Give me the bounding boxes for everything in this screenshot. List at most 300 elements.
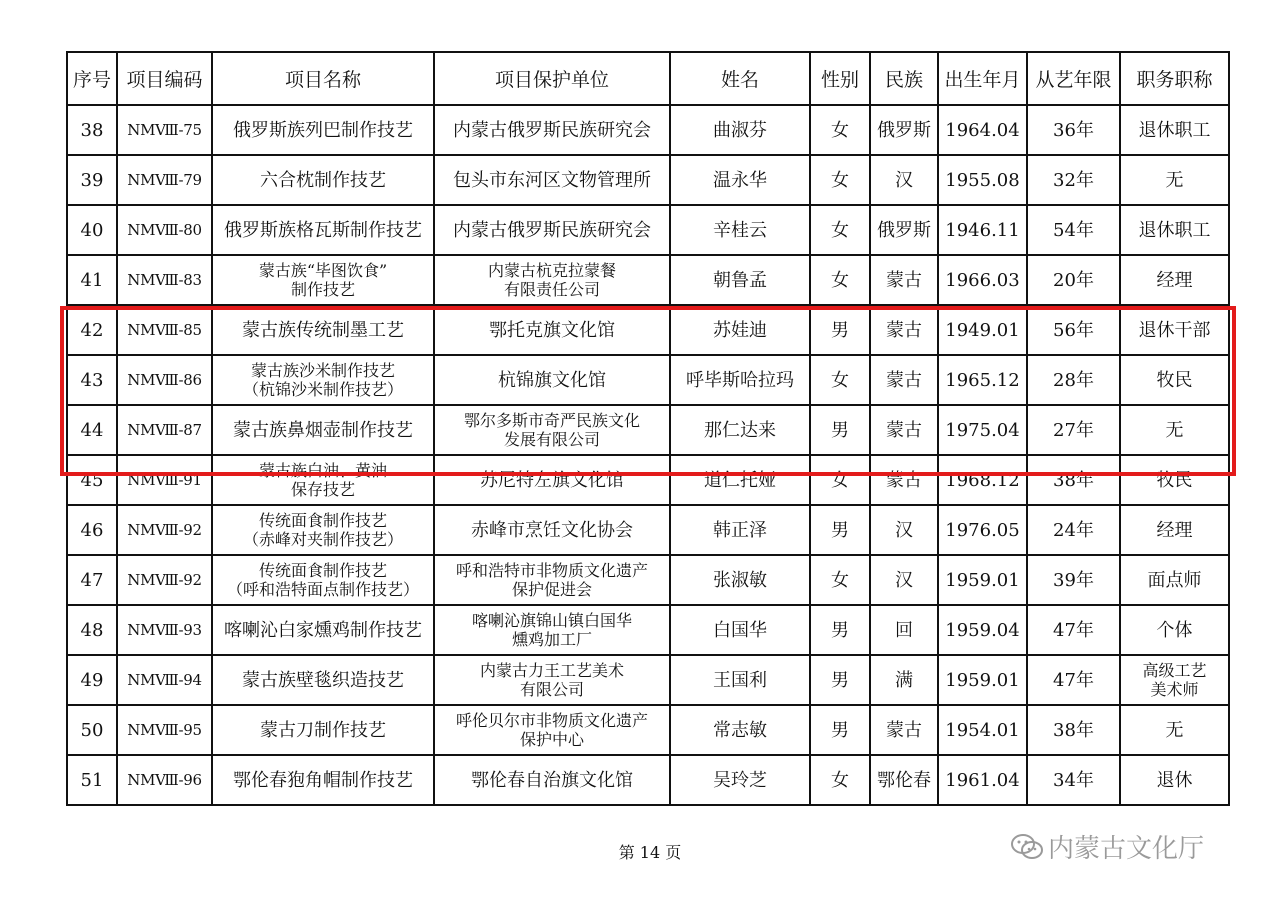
table-cell	[67, 155, 117, 205]
header-cell: 项目编码	[117, 52, 212, 105]
table-cell	[670, 655, 810, 705]
cell-line: 经理	[1156, 269, 1193, 291]
cell-line: 38年	[1053, 719, 1094, 741]
cell-line: 回	[895, 619, 913, 641]
table-cell	[117, 455, 212, 505]
watermark	[1010, 828, 1204, 865]
cell-line: 男	[831, 669, 849, 691]
table-cell	[212, 255, 434, 305]
table-cell	[870, 205, 938, 255]
cell-line: 38	[80, 119, 104, 141]
cell-line: 牧民	[1156, 469, 1193, 491]
table-cell	[1120, 105, 1229, 155]
cell-line: 男	[831, 619, 849, 641]
cell-line: 1976.05	[945, 519, 1020, 541]
table-cell	[870, 155, 938, 205]
table-cell	[212, 305, 434, 355]
table-cell	[670, 305, 810, 355]
table-cell	[1027, 155, 1120, 205]
cell-line: 赤峰市烹饪文化协会	[471, 519, 633, 541]
table-cell	[1027, 105, 1120, 155]
cell-line: 呼和浩特市非物质文化遗产	[455, 561, 648, 580]
table-cell	[67, 255, 117, 305]
table-row	[67, 455, 1229, 505]
table-cell	[810, 655, 870, 705]
table-row	[67, 105, 1229, 155]
table-cell	[870, 355, 938, 405]
table-cell	[434, 355, 670, 405]
cell-line: 保护中心	[519, 730, 584, 749]
cell-line: 1946.11	[945, 219, 1020, 241]
table-cell	[870, 505, 938, 555]
cell-line: 退休职工	[1138, 119, 1211, 141]
cell-line: 无	[1165, 419, 1184, 441]
table-row	[67, 205, 1229, 255]
table-cell	[938, 305, 1027, 355]
table-cell	[810, 505, 870, 555]
table-cell	[117, 405, 212, 455]
table-cell	[67, 305, 117, 355]
table-cell	[212, 105, 434, 155]
cell-line: 男	[831, 519, 849, 541]
cell-line: 女	[831, 269, 849, 291]
cell-line: NMⅧ-87	[127, 420, 202, 439]
cell-line: 汉	[895, 519, 913, 541]
table-cell	[117, 705, 212, 755]
table-cell	[67, 605, 117, 655]
cell-line: 道仁托娅	[704, 469, 776, 491]
cell-line: 1964.04	[945, 119, 1020, 141]
cell-line: 面点师	[1147, 569, 1202, 591]
table-cell	[810, 355, 870, 405]
table-cell	[67, 555, 117, 605]
cell-line: 1961.04	[945, 769, 1020, 791]
cell-line: 1975.04	[945, 419, 1020, 441]
table-cell	[67, 355, 117, 405]
table-cell	[212, 655, 434, 705]
table-cell	[1027, 605, 1120, 655]
cell-line: 41	[80, 269, 104, 291]
table-cell	[1120, 455, 1229, 505]
cell-line: 28年	[1053, 369, 1094, 391]
cell-line: （赤峰对夹制作技艺）	[242, 530, 403, 549]
cell-line: 保护促进会	[511, 580, 592, 599]
cell-line: 鄂伦春狍角帽制作技艺	[233, 769, 413, 791]
cell-line: 44	[80, 419, 104, 441]
table-cell	[1120, 605, 1229, 655]
cell-line: 呼毕斯哈拉玛	[686, 369, 794, 391]
table-cell	[117, 205, 212, 255]
cell-line: 1954.01	[945, 719, 1020, 741]
table-cell	[117, 355, 212, 405]
table-cell	[938, 455, 1027, 505]
cell-line: 王国利	[713, 669, 767, 691]
table-cell	[1120, 255, 1229, 305]
table-cell	[1120, 155, 1229, 205]
cell-line: 42	[80, 319, 104, 341]
table-cell	[670, 605, 810, 655]
cell-line: 鄂伦春	[877, 769, 931, 791]
table-cell	[938, 105, 1027, 155]
cell-line: NMⅧ-94	[127, 670, 202, 689]
table-row	[67, 355, 1229, 405]
table-cell	[938, 205, 1027, 255]
cell-line: 喀喇沁旗锦山镇白国华	[471, 611, 632, 630]
table-cell	[434, 155, 670, 205]
table-cell	[670, 405, 810, 455]
cell-line: 内蒙古俄罗斯民族研究会	[453, 119, 651, 141]
table-row	[67, 505, 1229, 555]
cell-line: 蒙古	[886, 319, 922, 341]
table-cell	[434, 555, 670, 605]
cell-line: 俄罗斯族列巴制作技艺	[233, 119, 413, 141]
cell-line: 苏尼特左旗文化馆	[480, 469, 624, 491]
cell-line: 蒙古	[886, 469, 922, 491]
table-cell	[670, 105, 810, 155]
table-cell	[1120, 555, 1229, 605]
cell-line: 1966.03	[945, 269, 1020, 291]
cell-line: 俄罗斯族格瓦斯制作技艺	[224, 219, 422, 241]
cell-line: 温永华	[713, 169, 767, 191]
cell-line: NMⅧ-80	[127, 220, 202, 239]
cell-line: NMⅧ-86	[127, 370, 202, 389]
cell-line: NMⅧ-96	[127, 770, 202, 789]
table-cell	[434, 655, 670, 705]
cell-line: 1955.08	[945, 169, 1020, 191]
table-cell	[810, 455, 870, 505]
table-cell	[810, 105, 870, 155]
cell-line: 38年	[1053, 469, 1094, 491]
header-cell: 序号	[67, 52, 117, 105]
table-cell	[434, 405, 670, 455]
table-cell	[1027, 705, 1120, 755]
table-cell	[117, 255, 212, 305]
table-cell	[1027, 755, 1120, 805]
cell-line: 女	[831, 769, 849, 791]
cell-line: 传统面食制作技艺	[258, 511, 387, 530]
cell-line: 鄂伦春自治旗文化馆	[471, 769, 633, 791]
table-cell	[870, 405, 938, 455]
table-cell	[67, 755, 117, 805]
cell-line: 1959.01	[945, 569, 1020, 591]
cell-line: 退休职工	[1138, 219, 1211, 241]
cell-line: 白国华	[713, 619, 767, 641]
cell-line: 张淑敏	[713, 569, 767, 591]
table-cell	[670, 155, 810, 205]
table-cell	[938, 355, 1027, 405]
cell-line: NMⅧ-91	[127, 470, 202, 489]
table-cell	[938, 655, 1027, 705]
watermark-text: 内蒙古文化厅	[1048, 834, 1205, 864]
table-cell	[212, 455, 434, 505]
table-cell	[1027, 355, 1120, 405]
table-cell	[810, 605, 870, 655]
cell-line: 鄂托克旗文化馆	[489, 319, 615, 341]
cell-line: 辛桂云	[713, 219, 767, 241]
table-cell	[670, 205, 810, 255]
table-cell	[67, 455, 117, 505]
table-cell	[670, 705, 810, 755]
table-cell	[670, 505, 810, 555]
cell-line: 蒙古	[886, 269, 922, 291]
table-cell	[1120, 705, 1229, 755]
cell-line: 20年	[1053, 269, 1094, 291]
cell-line: 传统面食制作技艺	[258, 561, 387, 580]
cell-line: NMⅧ-93	[127, 620, 202, 639]
table-header-row	[67, 52, 1229, 105]
cell-line: 吴玲芝	[713, 769, 767, 791]
table-cell	[434, 305, 670, 355]
cell-line: 43	[80, 369, 104, 391]
table-cell	[1027, 305, 1120, 355]
cell-line: 喀喇沁白家燻鸡制作技艺	[224, 619, 422, 641]
table-cell	[810, 705, 870, 755]
cell-line: 40	[80, 219, 104, 241]
cell-line: 退休	[1156, 769, 1193, 791]
cell-line: 蒙古	[886, 719, 922, 741]
table-cell	[870, 305, 938, 355]
cell-line: 鄂尔多斯市奇严民族文化	[463, 411, 640, 430]
table-cell	[938, 405, 1027, 455]
table-cell	[938, 705, 1027, 755]
table-cell	[870, 605, 938, 655]
table-row	[67, 405, 1229, 455]
cell-line: 发展有限公司	[503, 430, 600, 449]
table-cell	[870, 555, 938, 605]
cell-line: 呼伦贝尔市非物质文化遗产	[455, 711, 648, 730]
table-cell	[1120, 755, 1229, 805]
cell-line: 蒙古族壁毯织造技艺	[242, 669, 404, 691]
table-cell	[117, 605, 212, 655]
cell-line: 燻鸡加工厂	[511, 630, 592, 649]
cell-line: 无	[1165, 169, 1184, 191]
table-cell	[1120, 405, 1229, 455]
table-cell	[1120, 205, 1229, 255]
cell-line: 俄罗斯	[877, 119, 931, 141]
table-cell	[434, 105, 670, 155]
cell-line: 保存技艺	[290, 480, 355, 499]
table-cell	[1027, 555, 1120, 605]
table-cell	[938, 155, 1027, 205]
cell-line: （杭锦沙米制作技艺）	[242, 380, 403, 399]
table-cell	[67, 205, 117, 255]
table-cell	[67, 655, 117, 705]
table-cell	[434, 605, 670, 655]
cell-line: 50	[80, 719, 104, 741]
cell-line: 汉	[895, 169, 913, 191]
table-cell	[67, 705, 117, 755]
cell-line: 27年	[1053, 419, 1094, 441]
table-cell	[870, 105, 938, 155]
cell-line: 46	[80, 519, 104, 541]
cell-line: 制作技艺	[290, 280, 355, 299]
table-cell	[212, 355, 434, 405]
table-cell	[810, 555, 870, 605]
table-row	[67, 255, 1229, 305]
cell-line: NMⅧ-92	[127, 570, 202, 589]
table-cell	[1027, 505, 1120, 555]
cell-line: 苏娃迪	[713, 319, 767, 341]
table-cell	[670, 755, 810, 805]
header-cell: 性别	[810, 52, 870, 105]
table-cell	[212, 755, 434, 805]
cell-line: 蒙古刀制作技艺	[260, 719, 386, 741]
table-row	[67, 305, 1229, 355]
header-cell: 从艺年限	[1027, 52, 1120, 105]
table-cell	[938, 755, 1027, 805]
table-cell	[434, 755, 670, 805]
cell-line: 女	[831, 569, 849, 591]
cell-line: 朝鲁孟	[713, 269, 767, 291]
table-cell	[870, 705, 938, 755]
cell-line: 45	[80, 469, 104, 491]
cell-line: 个体	[1156, 619, 1193, 641]
table-cell	[938, 505, 1027, 555]
header-cell: 职务职称	[1120, 52, 1229, 105]
table-cell	[117, 655, 212, 705]
table-cell	[810, 305, 870, 355]
cell-line: 韩正泽	[713, 519, 767, 541]
inheritor-table	[66, 51, 1230, 806]
cell-line: 56年	[1053, 319, 1094, 341]
cell-line: 蒙古	[886, 419, 922, 441]
cell-line: 俄罗斯	[877, 219, 931, 241]
cell-line: 47年	[1053, 669, 1094, 691]
cell-line: 男	[831, 419, 849, 441]
cell-line: 女	[831, 369, 849, 391]
cell-line: （呼和浩特面点制作技艺）	[226, 580, 419, 599]
wechat-icon	[1010, 833, 1044, 861]
table-cell	[1120, 655, 1229, 705]
table-cell	[870, 455, 938, 505]
cell-line: 蒙古	[886, 369, 922, 391]
table-cell	[434, 255, 670, 305]
table-cell	[67, 405, 117, 455]
cell-line: 内蒙古俄罗斯民族研究会	[453, 219, 651, 241]
cell-line: 退休干部	[1138, 319, 1211, 341]
table-cell	[810, 755, 870, 805]
cell-line: 常志敏	[713, 719, 767, 741]
table-cell	[938, 605, 1027, 655]
cell-line: 包头市东河区文物管理所	[453, 169, 651, 191]
table-cell	[670, 255, 810, 305]
cell-line: 汉	[895, 569, 913, 591]
cell-line: 蒙古族传统制墨工艺	[242, 319, 404, 341]
table-body	[67, 105, 1229, 805]
cell-line: 1965.12	[945, 369, 1020, 391]
table-cell	[1027, 655, 1120, 705]
table-cell	[870, 655, 938, 705]
cell-line: 39	[80, 169, 104, 191]
cell-line: 牧民	[1156, 369, 1193, 391]
cell-line: 美术师	[1150, 680, 1199, 699]
table-cell	[212, 505, 434, 555]
table-cell	[212, 705, 434, 755]
table-cell	[870, 755, 938, 805]
table-cell	[810, 205, 870, 255]
cell-line: 那仁达来	[704, 419, 776, 441]
table-row	[67, 605, 1229, 655]
table-cell	[670, 355, 810, 405]
cell-line: 男	[831, 719, 849, 741]
table-cell	[434, 205, 670, 255]
table-cell	[670, 455, 810, 505]
table-cell	[938, 255, 1027, 305]
cell-line: 47年	[1053, 619, 1094, 641]
cell-line: 1959.04	[945, 619, 1020, 641]
table-cell	[117, 105, 212, 155]
cell-line: 内蒙古杭克拉蒙餐	[487, 261, 616, 280]
cell-line: 有限公司	[519, 680, 584, 699]
table-cell	[117, 755, 212, 805]
table-cell	[117, 155, 212, 205]
cell-line: 1968.12	[945, 469, 1020, 491]
cell-line: 34年	[1053, 769, 1094, 791]
cell-line: NMⅧ-75	[127, 120, 202, 139]
table-row	[67, 155, 1229, 205]
table-cell	[212, 555, 434, 605]
table-cell	[810, 255, 870, 305]
table-row	[67, 705, 1229, 755]
table-cell	[212, 205, 434, 255]
cell-line: 39年	[1053, 569, 1094, 591]
cell-line: 内蒙古力王工艺美术	[479, 661, 624, 680]
header-cell: 项目名称	[212, 52, 434, 105]
cell-line: 女	[831, 169, 849, 191]
table-cell	[117, 555, 212, 605]
cell-line: NMⅧ-85	[127, 320, 202, 339]
cell-line: 曲淑芬	[713, 119, 767, 141]
cell-line: 女	[831, 119, 849, 141]
page-number: 第 14 页	[618, 843, 682, 862]
cell-line: 32年	[1053, 169, 1094, 191]
cell-line: 满	[895, 669, 913, 691]
table-row	[67, 755, 1229, 805]
table-cell	[810, 155, 870, 205]
table-cell	[434, 505, 670, 555]
table-cell	[938, 555, 1027, 605]
cell-line: 男	[831, 319, 849, 341]
table-cell	[1027, 405, 1120, 455]
table-cell	[1120, 505, 1229, 555]
table-row	[67, 555, 1229, 605]
table-cell	[670, 555, 810, 605]
table-row	[67, 655, 1229, 705]
cell-line: 54年	[1053, 219, 1094, 241]
cell-line: 24年	[1053, 519, 1094, 541]
cell-line: NMⅧ-95	[127, 720, 202, 739]
table-cell	[117, 305, 212, 355]
cell-line: 女	[831, 469, 849, 491]
table-cell	[870, 255, 938, 305]
header-cell: 项目保护单位	[434, 52, 670, 105]
table-cell	[212, 155, 434, 205]
cell-line: 47	[80, 569, 104, 591]
cell-line: 有限责任公司	[503, 280, 600, 299]
table-cell	[1027, 205, 1120, 255]
cell-line: NMⅧ-92	[127, 520, 202, 539]
cell-line: 48	[80, 619, 104, 641]
table-cell	[434, 455, 670, 505]
cell-line: 杭锦旗文化馆	[498, 369, 606, 391]
cell-line: 49	[80, 669, 104, 691]
cell-line: 无	[1165, 719, 1184, 741]
table-cell	[810, 405, 870, 455]
cell-line: 36年	[1053, 119, 1094, 141]
cell-line: 高级工艺	[1142, 661, 1207, 680]
table-cell	[67, 105, 117, 155]
cell-line: 蒙古族白油、黄油	[258, 461, 387, 480]
